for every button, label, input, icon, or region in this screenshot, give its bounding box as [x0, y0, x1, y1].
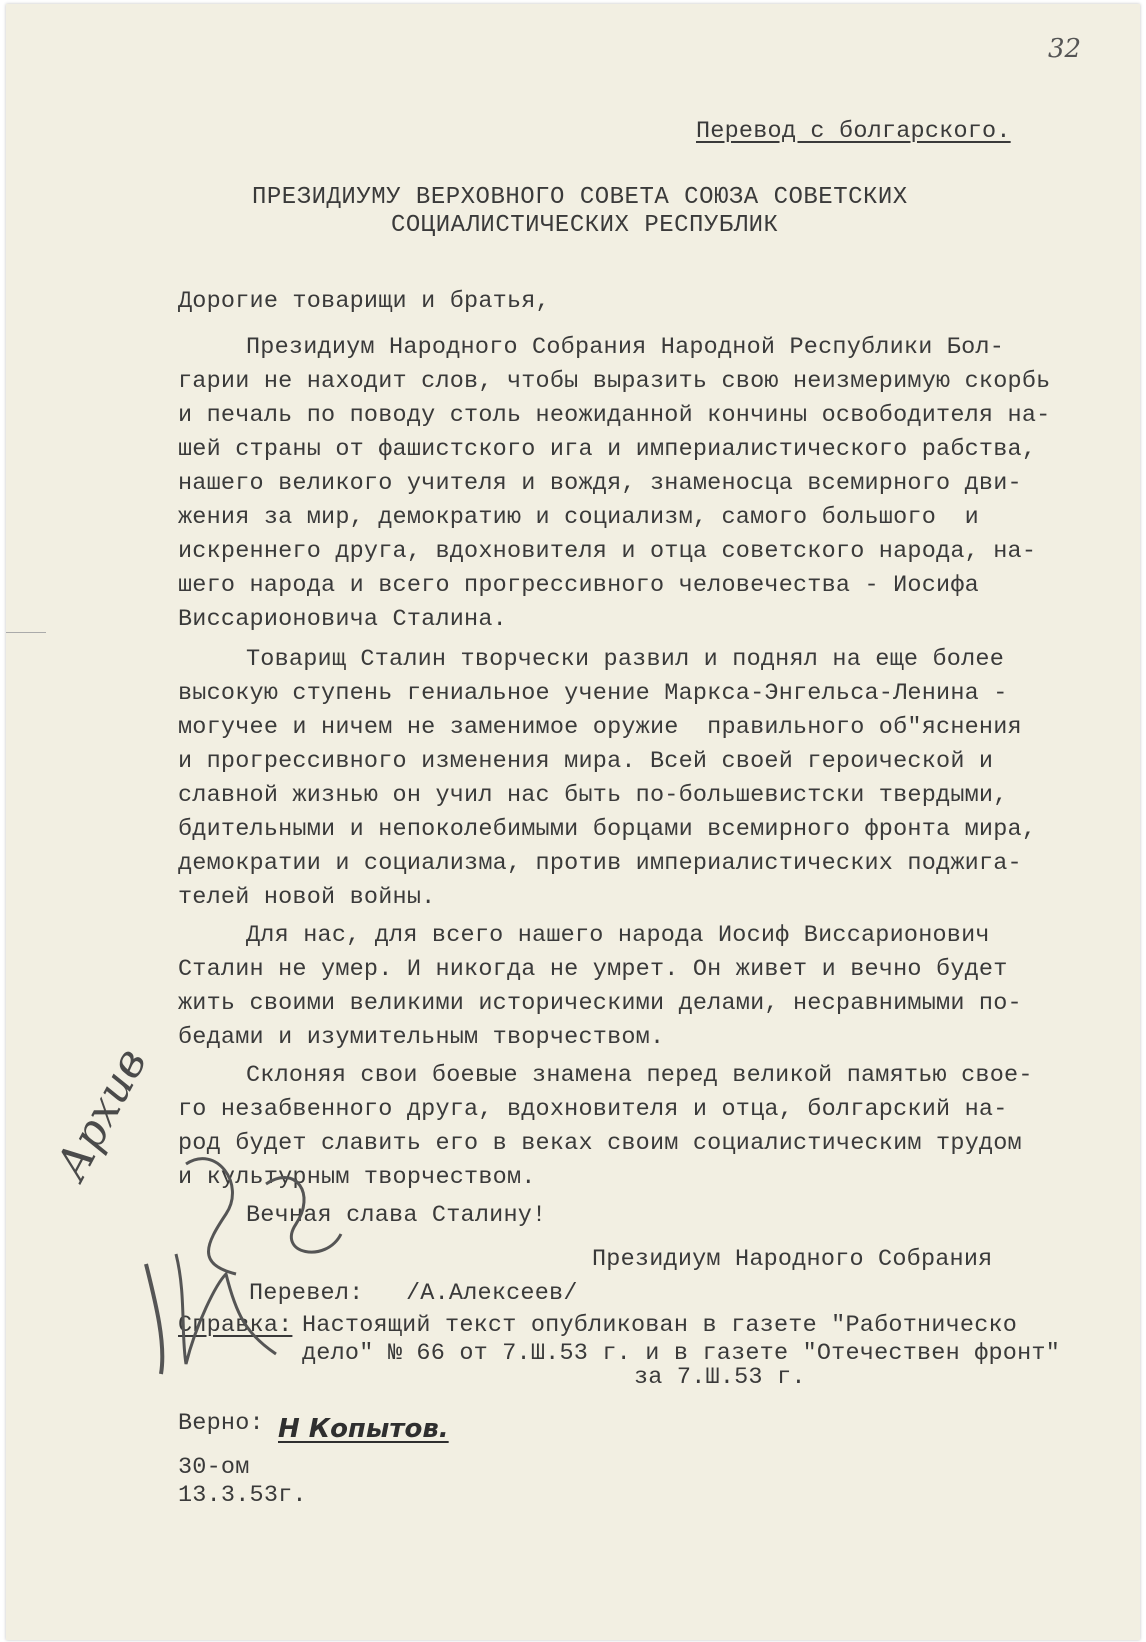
body-line: высокую ступень гениальное учение Маркса-Энгельса-Ленина -	[178, 680, 1008, 707]
verified-label: Верно:	[178, 1410, 264, 1437]
body-line: и культурным творчеством.	[178, 1164, 536, 1191]
body-line: и прогрессивного изменения мира. Всей своей героической и	[178, 748, 994, 775]
body-line: нашего великого учителя и вождя, знаменосца всемирного дви-	[178, 470, 1022, 497]
body-line: Сталин не умер. И никогда не умрет. Он живет и вечно будет	[178, 956, 1008, 983]
body-line: жения за мир, демократию и социализм, самого большого и	[178, 504, 979, 531]
salutation: Дорогие товарищи и братья,	[178, 288, 550, 315]
body-line: телей новой войны.	[178, 884, 436, 911]
body-line: го незабвенного друга, вдохновителя и отца, болгарский на-	[178, 1096, 1008, 1123]
translator-label: Перевел:	[249, 1280, 364, 1307]
verified-signature: Н Копытов.	[278, 1414, 449, 1444]
reference-label: Справка:	[178, 1312, 293, 1339]
reference-line-1: Настоящий текст опубликован в газете "Работническо	[302, 1312, 1018, 1339]
body-line: демократии и социализма, против империалистических поджига-	[178, 850, 1022, 877]
signatory: Президиум Народного Собрания	[592, 1246, 993, 1273]
document-code: 30-ом	[178, 1454, 250, 1481]
document-page	[6, 4, 1140, 1640]
body-line: Для нас, для всего нашего народа Иосиф Виссарионович	[246, 922, 990, 949]
body-line: Президиум Народного Собрания Народной Республики Бол-	[246, 334, 1005, 361]
translation-note: Перевод с болгарского.	[696, 118, 1011, 145]
body-line: гарии не находит слов, чтобы выразить свою неизмеримую скорбь	[178, 368, 1051, 395]
addressee-line-2: СОЦИАЛИСТИЧЕСКИХ РЕСПУБЛИК	[391, 212, 779, 239]
body-line: шего народа и всего прогрессивного человечества - Иосифа	[178, 572, 979, 599]
margin-punch-mark	[6, 632, 46, 633]
body-line: могучее и ничем не заменимое оружие правильного об"яснения	[178, 714, 1022, 741]
body-line: Виссарионовича Сталина.	[178, 606, 507, 633]
body-line: славной жизнью он учил нас быть по-большевистски твердыми,	[178, 782, 1008, 809]
body-line: Товарищ Сталин творчески развил и поднял на еще более	[246, 646, 1005, 673]
body-line: искреннего друга, вдохновителя и отца советского народа, на-	[178, 538, 1037, 565]
body-line: бдительными и непоколебимыми борцами всемирного фронта мира,	[178, 816, 1037, 843]
body-line: жить своими великими историческими делами, несравнимыми по-	[178, 990, 1022, 1017]
document-date: 13.3.53г.	[178, 1482, 307, 1509]
handwritten-archive-note: Архив	[46, 1040, 157, 1188]
translator-name: /А.Алексеев/	[406, 1280, 578, 1307]
addressee-line-1: ПРЕЗИДИУМУ ВЕРХОВНОГО СОВЕТА СОЮЗА СОВЕТСКИХ	[252, 184, 908, 211]
reference-line-3: за 7.Ш.53 г.	[634, 1364, 806, 1391]
body-line: род будет славить его в веках своим социалистическим трудом	[178, 1130, 1022, 1157]
body-line: бедами и изумительным творчеством.	[178, 1024, 665, 1051]
closing-line: Вечная слава Сталину!	[246, 1202, 547, 1229]
body-line: Склоняя свои боевые знамена перед великой памятью свое-	[246, 1062, 1033, 1089]
body-line: шей страны от фашистского ига и империалистического рабства,	[178, 436, 1037, 463]
body-line: и печаль по поводу столь неожиданной кончины освободителя на-	[178, 402, 1051, 429]
reference-line-2: дело" № 66 от 7.Ш.53 г. и в газете "Отечествен фронт"	[302, 1340, 1061, 1367]
handwritten-signature-scribble	[126, 1124, 356, 1384]
page-number: 32	[1048, 34, 1082, 64]
